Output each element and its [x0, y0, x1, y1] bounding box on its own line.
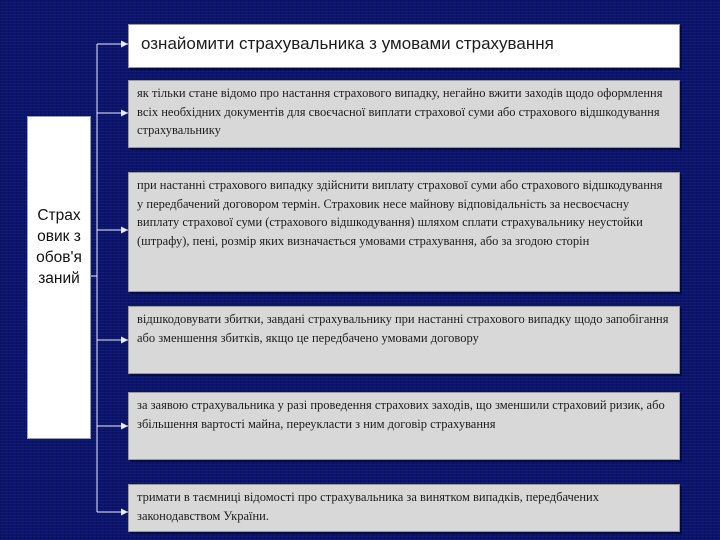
duty-box-document-claim — [128, 80, 680, 148]
duty-text: ознайомити страхувальника з умовами страхування — [141, 34, 554, 53]
duty-text: тримати в таємниці відомості про страхувальника за винятком випадків, передбачених законодавством України. — [137, 490, 599, 523]
duty-box-payment — [128, 172, 680, 292]
arrow-head — [121, 423, 128, 430]
arrow-head — [121, 41, 128, 48]
duty-box-renew-contract — [128, 392, 680, 460]
arrow-head — [121, 110, 128, 117]
arrow-head — [121, 337, 128, 344]
duty-text: за заявою страхувальника у разі проведення страхових заходів, що зменшили страховий ризик, або збільшення вартості майна, переукласти з ним договір страхування — [137, 398, 665, 431]
duty-box-inform-conditions — [128, 24, 680, 68]
arrow-head — [121, 509, 128, 516]
insurer-obliged-box — [27, 116, 91, 439]
duty-text: при настанні страхового випадку здійснити виплату страхової суми або страхового відшкодування у передбачений договором термін. Страховик несе майнову відповідальність за несвоєчасну виплату страхової суми (страхового відшкодування) шляхом сплати страхувальнику неустойки (штрафу), пені, розмір яких визначається умовами страхування, або за згодою сторін — [137, 178, 663, 248]
duty-box-confidentiality — [128, 484, 680, 532]
duty-box-compensate-losses — [128, 306, 680, 374]
arrow-head — [121, 227, 128, 234]
duty-text: як тільки стане відомо про настання страхового випадку, негайно вжити заходів щодо оформлення всіх необхідних документів для своєчасної виплати страхової суми або страхового відшкодування страхувальнику — [137, 86, 663, 137]
duty-text: відшкодовувати збитки, завдані страхувальнику при настанні страхового випадку щодо запобігання або зменшення збитків, якщо це передбачено умовами договору — [137, 312, 669, 345]
insurer-obliged-label: Страховик зобов'язаний — [36, 207, 82, 287]
